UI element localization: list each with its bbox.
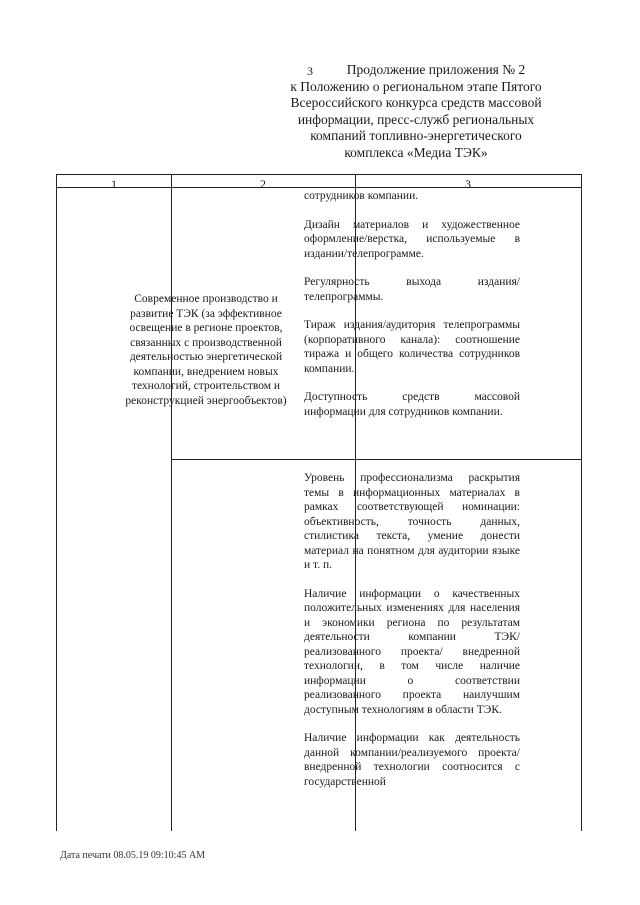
nomination-text: Современное производство и развитие ТЭК (за эффективное освещение в регионе проектов, связанных с производственной деятельностью энергетической компании, внедрением новых технологий, строительством и реконструкцией энергообъектов)	[125, 293, 287, 407]
row1-criteria	[304, 189, 520, 419]
column-number-1: 1	[111, 177, 117, 191]
header-line: к Положению о региональном этапе Пятого	[290, 78, 542, 94]
header-line: информации, пресс-служб региональных	[297, 111, 535, 127]
criterion-text: сотрудников компании.	[304, 190, 419, 202]
column-divider	[171, 175, 172, 831]
page-number: 3	[307, 64, 313, 78]
criterion-text: Тираж издания/аудитория телепрограммы (корпоративного канала): соотношение тиража и общего количества сотрудников компании.	[304, 319, 520, 375]
header-line: Продолжение приложения № 2	[346, 62, 526, 77]
criterion-text: Дизайн материалов и художественное оформление/верстка, используемые в издании/телепрограмме.	[304, 218, 520, 260]
criterion-text: Наличие информации о качественных положительных изменениях для населения и экономики региона по результатам деятельности компании ТЭК/реализованного проекта/ внедренной технологии, в том числе наличие информации о соответствии реализованного проекта наилучшим доступным технологиям в области ТЭК.	[304, 587, 520, 716]
row-divider	[171, 459, 581, 460]
criterion-text: Доступность средств массовой информации для сотрудников компании.	[304, 391, 520, 418]
criterion-text: Уровень профессионализма раскрытия темы в информационных материалах в рамках соответствующей номинации: объективность, точность данных, стилистика текста, умение донести материал на понятном для аудитории языке и т. п.	[304, 472, 520, 571]
print-date: Дата печати 08.05.19 09:10:45 AM	[60, 850, 206, 861]
row2-criteria	[304, 471, 520, 789]
criterion-text: Наличие информации как деятельность данной компании/реализуемого проекта/внедренной технологии соотносится с государственной	[304, 732, 520, 788]
header-line: комплекса «Медиа ТЭК»	[344, 144, 488, 160]
appendix-header	[282, 62, 550, 161]
header-line: компаний топливно-энергетического	[310, 128, 522, 143]
criterion-text: Регулярность выхода издания/телепрограммы.	[304, 276, 520, 303]
column-number-2: 2	[260, 177, 266, 191]
header-line: Всероссийского конкурса средств массовой	[290, 95, 542, 110]
column-number-3: 3	[465, 177, 471, 191]
